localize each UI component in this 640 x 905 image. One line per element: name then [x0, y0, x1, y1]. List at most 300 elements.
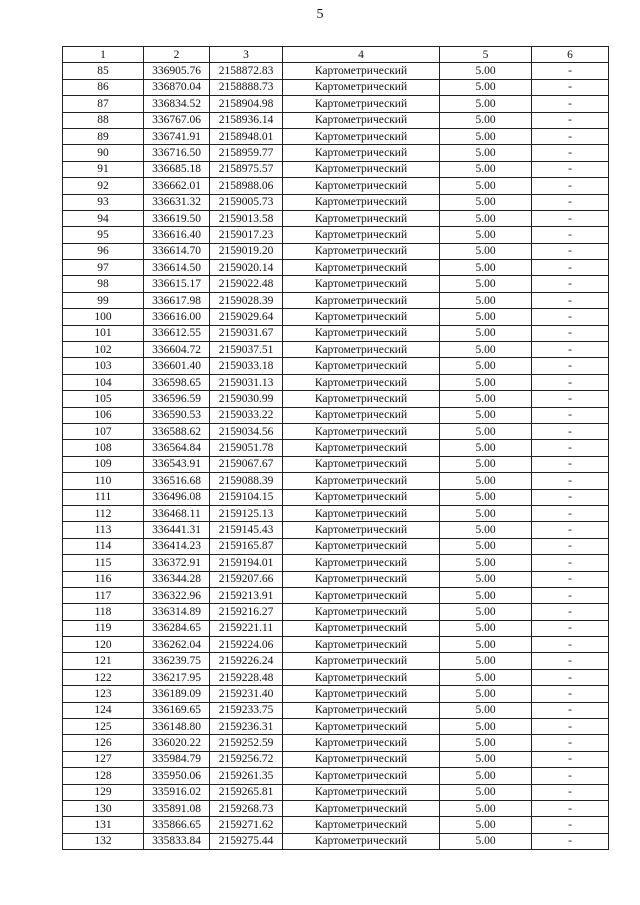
column-header-x: 2 [144, 47, 210, 63]
cell-y: 2159020.14 [210, 260, 283, 276]
table-row [63, 391, 609, 407]
cell-method: Картометрический [283, 735, 440, 751]
cell-accuracy: 5.00 [440, 112, 532, 128]
cell-method: Картометрический [283, 128, 440, 144]
cell-y: 2159031.13 [210, 374, 283, 390]
cell-accuracy: 5.00 [440, 505, 532, 521]
cell-y: 2158948.01 [210, 128, 283, 144]
cell-y: 2159013.58 [210, 210, 283, 226]
cell-y: 2158904.98 [210, 96, 283, 112]
cell-method: Картометрический [283, 620, 440, 636]
cell-y: 2159088.39 [210, 473, 283, 489]
cell-method: Картометрический [283, 309, 440, 325]
cell-x: 336588.62 [144, 423, 210, 439]
cell-point-number: 104 [63, 374, 144, 390]
cell-accuracy: 5.00 [440, 128, 532, 144]
table-row [63, 128, 609, 144]
cell-point-number: 95 [63, 227, 144, 243]
column-header-accuracy: 5 [440, 47, 532, 63]
cell-point-number: 128 [63, 768, 144, 784]
cell-y: 2159033.22 [210, 407, 283, 423]
cell-description: - [532, 374, 609, 390]
table-row [63, 358, 609, 374]
cell-x: 336631.32 [144, 194, 210, 210]
cell-x: 336834.52 [144, 96, 210, 112]
cell-point-number: 107 [63, 423, 144, 439]
cell-x: 336604.72 [144, 342, 210, 358]
cell-x: 336239.75 [144, 653, 210, 669]
cell-x: 336615.17 [144, 276, 210, 292]
table-row [63, 587, 609, 603]
cell-y: 2159034.56 [210, 423, 283, 439]
cell-point-number: 103 [63, 358, 144, 374]
cell-point-number: 111 [63, 489, 144, 505]
cell-point-number: 124 [63, 702, 144, 718]
cell-point-number: 87 [63, 96, 144, 112]
cell-y: 2159252.59 [210, 735, 283, 751]
table-body [63, 63, 609, 850]
cell-accuracy: 5.00 [440, 817, 532, 833]
table-row [63, 96, 609, 112]
cell-description: - [532, 702, 609, 718]
table-row [63, 342, 609, 358]
table-row [63, 63, 609, 79]
cell-x: 336148.80 [144, 719, 210, 735]
cell-point-number: 119 [63, 620, 144, 636]
cell-point-number: 117 [63, 587, 144, 603]
cell-y: 2158988.06 [210, 178, 283, 194]
cell-point-number: 85 [63, 63, 144, 79]
cell-method: Картометрический [283, 702, 440, 718]
cell-point-number: 108 [63, 440, 144, 456]
cell-y: 2159029.64 [210, 309, 283, 325]
cell-x: 335984.79 [144, 751, 210, 767]
cell-accuracy: 5.00 [440, 784, 532, 800]
column-header-description: 6 [532, 47, 609, 63]
page-number: 5 [316, 7, 324, 22]
cell-accuracy: 5.00 [440, 423, 532, 439]
cell-description: - [532, 653, 609, 669]
cell-y: 2158959.77 [210, 145, 283, 161]
cell-method: Картометрический [283, 145, 440, 161]
cell-y: 2159256.72 [210, 751, 283, 767]
cell-accuracy: 5.00 [440, 702, 532, 718]
table-row [63, 686, 609, 702]
cell-description: - [532, 555, 609, 571]
cell-method: Картометрический [283, 833, 440, 849]
cell-accuracy: 5.00 [440, 96, 532, 112]
cell-description: - [532, 768, 609, 784]
cell-method: Картометрический [283, 751, 440, 767]
table-row [63, 784, 609, 800]
cell-x: 336344.28 [144, 571, 210, 587]
cell-y: 2158975.57 [210, 161, 283, 177]
cell-method: Картометрический [283, 784, 440, 800]
cell-description: - [532, 423, 609, 439]
cell-method: Картометрический [283, 571, 440, 587]
cell-point-number: 125 [63, 719, 144, 735]
table-row [63, 653, 609, 669]
cell-description: - [532, 292, 609, 308]
cell-accuracy: 5.00 [440, 309, 532, 325]
cell-y: 2159005.73 [210, 194, 283, 210]
cell-x: 336414.23 [144, 538, 210, 554]
cell-x: 336284.65 [144, 620, 210, 636]
cell-accuracy: 5.00 [440, 620, 532, 636]
cell-y: 2159104.15 [210, 489, 283, 505]
cell-method: Картометрический [283, 637, 440, 653]
cell-method: Картометрический [283, 768, 440, 784]
cell-description: - [532, 194, 609, 210]
cell-x: 336612.55 [144, 325, 210, 341]
cell-description: - [532, 571, 609, 587]
cell-method: Картометрический [283, 243, 440, 259]
cell-y: 2159224.06 [210, 637, 283, 653]
cell-accuracy: 5.00 [440, 768, 532, 784]
cell-x: 336372.91 [144, 555, 210, 571]
table-row [63, 325, 609, 341]
cell-accuracy: 5.00 [440, 440, 532, 456]
table-row [63, 473, 609, 489]
cell-point-number: 114 [63, 538, 144, 554]
cell-method: Картометрический [283, 489, 440, 505]
cell-accuracy: 5.00 [440, 178, 532, 194]
cell-x: 335916.02 [144, 784, 210, 800]
cell-point-number: 91 [63, 161, 144, 177]
cell-accuracy: 5.00 [440, 751, 532, 767]
cell-point-number: 121 [63, 653, 144, 669]
cell-point-number: 120 [63, 637, 144, 653]
column-header-y: 3 [210, 47, 283, 63]
cell-method: Картометрический [283, 800, 440, 816]
table-row [63, 178, 609, 194]
cell-x: 336614.70 [144, 243, 210, 259]
cell-x: 336516.68 [144, 473, 210, 489]
cell-y: 2159233.75 [210, 702, 283, 718]
cell-point-number: 100 [63, 309, 144, 325]
cell-accuracy: 5.00 [440, 637, 532, 653]
cell-point-number: 118 [63, 604, 144, 620]
cell-method: Картометрический [283, 391, 440, 407]
cell-y: 2159051.78 [210, 440, 283, 456]
cell-method: Картометрический [283, 325, 440, 341]
cell-description: - [532, 522, 609, 538]
table-row [63, 555, 609, 571]
cell-accuracy: 5.00 [440, 587, 532, 603]
table-row [63, 161, 609, 177]
table-row [63, 768, 609, 784]
table-header-row [63, 47, 609, 63]
cell-accuracy: 5.00 [440, 522, 532, 538]
cell-y: 2159037.51 [210, 342, 283, 358]
cell-accuracy: 5.00 [440, 325, 532, 341]
table-row [63, 292, 609, 308]
cell-method: Картометрический [283, 178, 440, 194]
cell-method: Картометрический [283, 587, 440, 603]
cell-point-number: 112 [63, 505, 144, 521]
table-row [63, 800, 609, 816]
cell-y: 2158872.83 [210, 63, 283, 79]
cell-x: 336741.91 [144, 128, 210, 144]
cell-accuracy: 5.00 [440, 456, 532, 472]
coordinates-table [62, 46, 609, 850]
table-row [63, 620, 609, 636]
cell-point-number: 89 [63, 128, 144, 144]
cell-x: 336616.40 [144, 227, 210, 243]
cell-method: Картометрический [283, 112, 440, 128]
cell-description: - [532, 473, 609, 489]
cell-description: - [532, 719, 609, 735]
cell-y: 2159265.81 [210, 784, 283, 800]
cell-accuracy: 5.00 [440, 800, 532, 816]
cell-description: - [532, 784, 609, 800]
cell-x: 336543.91 [144, 456, 210, 472]
column-header-point-number: 1 [63, 47, 144, 63]
cell-method: Картометрический [283, 194, 440, 210]
cell-x: 335891.08 [144, 800, 210, 816]
cell-point-number: 113 [63, 522, 144, 538]
cell-y: 2159213.91 [210, 587, 283, 603]
table-row [63, 522, 609, 538]
cell-point-number: 132 [63, 833, 144, 849]
cell-point-number: 92 [63, 178, 144, 194]
cell-y: 2159031.67 [210, 325, 283, 341]
cell-description: - [532, 145, 609, 161]
cell-y: 2159125.13 [210, 505, 283, 521]
table-row [63, 751, 609, 767]
cell-description: - [532, 309, 609, 325]
cell-method: Картометрический [283, 505, 440, 521]
cell-description: - [532, 63, 609, 79]
cell-x: 336662.01 [144, 178, 210, 194]
cell-method: Картометрический [283, 817, 440, 833]
cell-x: 336619.50 [144, 210, 210, 226]
cell-description: - [532, 96, 609, 112]
cell-x: 335866.65 [144, 817, 210, 833]
cell-accuracy: 5.00 [440, 653, 532, 669]
cell-description: - [532, 178, 609, 194]
cell-accuracy: 5.00 [440, 555, 532, 571]
cell-x: 336564.84 [144, 440, 210, 456]
cell-method: Картометрический [283, 210, 440, 226]
table-row [63, 79, 609, 95]
cell-description: - [532, 587, 609, 603]
cell-y: 2159028.39 [210, 292, 283, 308]
cell-point-number: 122 [63, 669, 144, 685]
cell-method: Картометрический [283, 227, 440, 243]
table-row [63, 407, 609, 423]
cell-accuracy: 5.00 [440, 391, 532, 407]
cell-point-number: 88 [63, 112, 144, 128]
cell-description: - [532, 817, 609, 833]
cell-description: - [532, 358, 609, 374]
cell-accuracy: 5.00 [440, 735, 532, 751]
cell-accuracy: 5.00 [440, 538, 532, 554]
cell-point-number: 98 [63, 276, 144, 292]
table-row [63, 440, 609, 456]
cell-point-number: 94 [63, 210, 144, 226]
cell-accuracy: 5.00 [440, 63, 532, 79]
cell-description: - [532, 686, 609, 702]
cell-method: Картометрический [283, 358, 440, 374]
table-row [63, 669, 609, 685]
cell-x: 336601.40 [144, 358, 210, 374]
cell-x: 336496.08 [144, 489, 210, 505]
cell-description: - [532, 227, 609, 243]
cell-point-number: 93 [63, 194, 144, 210]
cell-method: Картометрический [283, 538, 440, 554]
cell-y: 2158888.73 [210, 79, 283, 95]
cell-method: Картометрический [283, 79, 440, 95]
cell-description: - [532, 325, 609, 341]
cell-y: 2159231.40 [210, 686, 283, 702]
cell-point-number: 101 [63, 325, 144, 341]
cell-method: Картометрический [283, 161, 440, 177]
table-row [63, 735, 609, 751]
cell-description: - [532, 620, 609, 636]
table-row [63, 227, 609, 243]
table-row [63, 309, 609, 325]
cell-x: 335950.06 [144, 768, 210, 784]
cell-description: - [532, 210, 609, 226]
cell-method: Картометрический [283, 63, 440, 79]
cell-description: - [532, 391, 609, 407]
cell-description: - [532, 538, 609, 554]
cell-description: - [532, 669, 609, 685]
cell-accuracy: 5.00 [440, 145, 532, 161]
cell-point-number: 131 [63, 817, 144, 833]
cell-x: 336468.11 [144, 505, 210, 521]
cell-description: - [532, 489, 609, 505]
cell-accuracy: 5.00 [440, 571, 532, 587]
table-row [63, 374, 609, 390]
table-row [63, 702, 609, 718]
cell-y: 2159221.11 [210, 620, 283, 636]
cell-x: 336189.09 [144, 686, 210, 702]
cell-description: - [532, 260, 609, 276]
cell-description: - [532, 604, 609, 620]
cell-description: - [532, 833, 609, 849]
cell-accuracy: 5.00 [440, 276, 532, 292]
cell-y: 2159236.31 [210, 719, 283, 735]
cell-x: 336767.06 [144, 112, 210, 128]
cell-accuracy: 5.00 [440, 79, 532, 95]
cell-description: - [532, 128, 609, 144]
cell-point-number: 105 [63, 391, 144, 407]
cell-accuracy: 5.00 [440, 833, 532, 849]
cell-x: 336870.04 [144, 79, 210, 95]
cell-x: 336596.59 [144, 391, 210, 407]
cell-accuracy: 5.00 [440, 342, 532, 358]
cell-x: 336616.00 [144, 309, 210, 325]
table-row [63, 243, 609, 259]
cell-accuracy: 5.00 [440, 604, 532, 620]
cell-description: - [532, 407, 609, 423]
cell-description: - [532, 440, 609, 456]
table-row [63, 637, 609, 653]
cell-x: 336685.18 [144, 161, 210, 177]
cell-accuracy: 5.00 [440, 358, 532, 374]
cell-description: - [532, 112, 609, 128]
cell-y: 2159275.44 [210, 833, 283, 849]
cell-description: - [532, 456, 609, 472]
cell-y: 2159261.35 [210, 768, 283, 784]
cell-x: 336020.22 [144, 735, 210, 751]
table-row [63, 833, 609, 849]
cell-accuracy: 5.00 [440, 227, 532, 243]
cell-accuracy: 5.00 [440, 210, 532, 226]
cell-point-number: 90 [63, 145, 144, 161]
cell-point-number: 109 [63, 456, 144, 472]
cell-x: 336217.95 [144, 669, 210, 685]
cell-method: Картометрический [283, 96, 440, 112]
cell-description: - [532, 276, 609, 292]
cell-method: Картометрический [283, 407, 440, 423]
cell-y: 2159030.99 [210, 391, 283, 407]
cell-method: Картометрический [283, 440, 440, 456]
cell-accuracy: 5.00 [440, 243, 532, 259]
table-row [63, 423, 609, 439]
cell-method: Картометрический [283, 374, 440, 390]
cell-method: Картометрический [283, 686, 440, 702]
cell-accuracy: 5.00 [440, 669, 532, 685]
cell-point-number: 99 [63, 292, 144, 308]
cell-point-number: 126 [63, 735, 144, 751]
table-row [63, 276, 609, 292]
cell-method: Картометрический [283, 292, 440, 308]
cell-y: 2159145.43 [210, 522, 283, 538]
table-row [63, 260, 609, 276]
cell-point-number: 130 [63, 800, 144, 816]
cell-y: 2159226.24 [210, 653, 283, 669]
cell-method: Картометрический [283, 342, 440, 358]
cell-accuracy: 5.00 [440, 374, 532, 390]
table-row [63, 538, 609, 554]
cell-y: 2159033.18 [210, 358, 283, 374]
cell-x: 336314.89 [144, 604, 210, 620]
table-row [63, 210, 609, 226]
cell-y: 2159207.66 [210, 571, 283, 587]
cell-accuracy: 5.00 [440, 719, 532, 735]
table-row [63, 719, 609, 735]
cell-x: 336598.65 [144, 374, 210, 390]
cell-description: - [532, 79, 609, 95]
table-row [63, 571, 609, 587]
cell-point-number: 129 [63, 784, 144, 800]
cell-x: 336441.31 [144, 522, 210, 538]
cell-method: Картометрический [283, 719, 440, 735]
cell-method: Картометрический [283, 456, 440, 472]
cell-x: 335833.84 [144, 833, 210, 849]
column-header-method: 4 [283, 47, 440, 63]
cell-description: - [532, 751, 609, 767]
cell-point-number: 127 [63, 751, 144, 767]
table-row [63, 505, 609, 521]
table-row [63, 145, 609, 161]
cell-method: Картометрический [283, 522, 440, 538]
cell-point-number: 97 [63, 260, 144, 276]
cell-method: Картометрический [283, 423, 440, 439]
cell-accuracy: 5.00 [440, 292, 532, 308]
cell-y: 2158936.14 [210, 112, 283, 128]
cell-x: 336590.53 [144, 407, 210, 423]
cell-x: 336322.96 [144, 587, 210, 603]
cell-x: 336262.04 [144, 637, 210, 653]
cell-point-number: 96 [63, 243, 144, 259]
cell-point-number: 115 [63, 555, 144, 571]
cell-x: 336614.50 [144, 260, 210, 276]
cell-y: 2159067.67 [210, 456, 283, 472]
